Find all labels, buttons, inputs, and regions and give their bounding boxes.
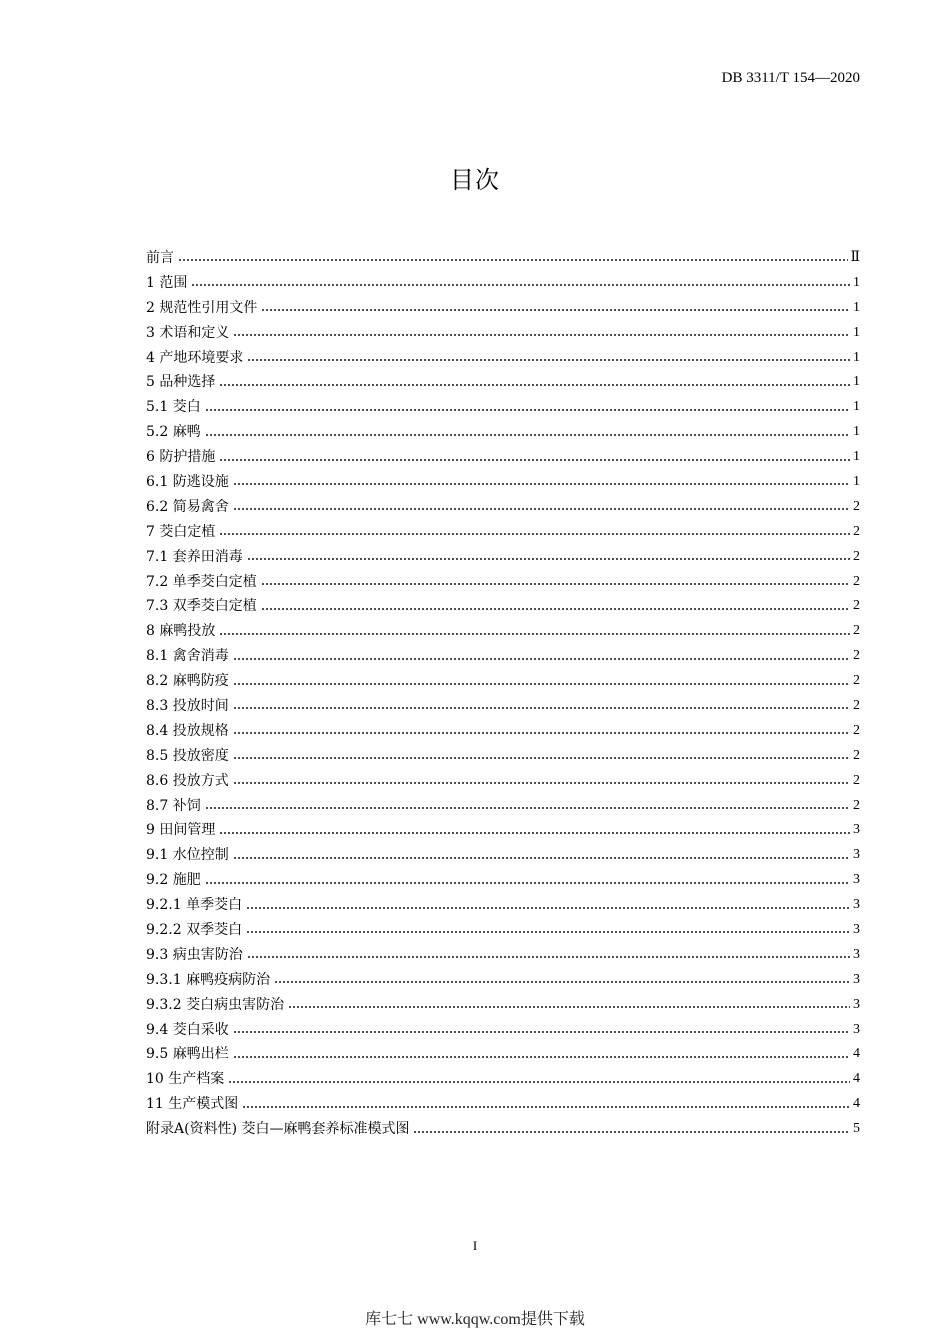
toc-entry-title: 7.1 套养田消毒 — [146, 548, 243, 565]
toc-entry-title: 8.4 投放规格 — [146, 722, 229, 739]
toc-entry-page: 4 — [853, 1096, 860, 1112]
dot-leader — [228, 1080, 850, 1084]
toc-entry-page: 2 — [853, 498, 860, 514]
toc-entry[interactable] — [146, 1018, 860, 1043]
toc-entry[interactable] — [146, 246, 860, 271]
toc-entry-page: 2 — [853, 722, 860, 738]
toc-entry-page: 3 — [853, 1021, 860, 1037]
dot-leader — [219, 383, 850, 387]
toc-entry-title: 7.2 单季茭白定植 — [146, 573, 257, 590]
toc-entry-page: 1 — [853, 424, 860, 440]
toc-entry-page: 3 — [853, 822, 860, 838]
toc-entry-title: 7 茭白定植 — [146, 523, 216, 540]
toc-entry-title: 9.2.1 单季茭白 — [146, 897, 243, 914]
dot-leader — [233, 507, 850, 511]
toc-entry-page: 1 — [853, 274, 860, 290]
toc-entry-page: 2 — [853, 698, 860, 714]
toc-entry[interactable] — [146, 868, 860, 893]
toc-entry-page: 2 — [853, 797, 860, 813]
toc-entry[interactable] — [146, 346, 860, 371]
toc-entry-title: 10 生产档案 — [146, 1071, 225, 1088]
toc-entry-page: 1 — [853, 324, 860, 340]
toc-entry-title: 1 范围 — [146, 274, 188, 291]
toc-entry[interactable] — [146, 395, 860, 420]
toc-entry-title: 6.1 防逃设施 — [146, 474, 229, 490]
toc-entry-title: 8 麻鸭投放 — [146, 623, 216, 640]
toc-entry-page: 3 — [853, 897, 860, 913]
toc-entry-title: 8.2 麻鸭防疫 — [146, 673, 229, 690]
toc-entry[interactable] — [146, 943, 860, 968]
toc-entry-page: 2 — [853, 673, 860, 689]
toc-entry-page: 3 — [853, 946, 860, 962]
toc-entry[interactable] — [146, 570, 860, 595]
toc-entry[interactable] — [146, 370, 860, 395]
dot-leader — [233, 657, 850, 661]
toc-entry[interactable] — [146, 495, 860, 520]
toc-entry[interactable] — [146, 321, 860, 346]
dot-leader — [205, 881, 850, 885]
dot-leader — [261, 308, 850, 312]
toc-entry[interactable] — [146, 445, 860, 470]
toc-entry-title: 8.7 补饲 — [146, 797, 201, 814]
toc-entry-page: 1 — [853, 299, 860, 315]
dot-leader — [178, 258, 848, 262]
toc-entry[interactable] — [146, 1043, 860, 1068]
toc-entry[interactable] — [146, 470, 860, 495]
dot-leader — [261, 607, 850, 611]
toc-entry[interactable] — [146, 769, 860, 794]
dot-leader — [261, 582, 850, 586]
toc-entry-page: 1 — [853, 349, 860, 365]
dot-leader — [219, 831, 850, 835]
toc-entry-title: 5.2 麻鸭 — [146, 424, 201, 441]
dot-leader — [233, 482, 850, 486]
toc-entry[interactable] — [146, 694, 860, 719]
toc-entry[interactable] — [146, 1067, 860, 1092]
toc-entry-page: 5 — [853, 1121, 860, 1137]
dot-leader — [233, 781, 850, 785]
toc-entry[interactable] — [146, 1117, 860, 1142]
toc-entry-title: 4 产地环境要求 — [146, 349, 244, 366]
dot-leader — [233, 1055, 850, 1059]
toc-entry-title: 9.3.2 茭白病虫害防治 — [146, 996, 285, 1013]
document-code: DB 3311/T 154—2020 — [721, 70, 860, 86]
toc-entry[interactable] — [146, 1092, 860, 1117]
toc-entry-page: 4 — [853, 1046, 860, 1062]
dot-leader — [205, 433, 850, 437]
dot-leader — [219, 532, 850, 536]
toc-entry-page: 1 — [853, 399, 860, 415]
toc-entry-title: 6 防护措施 — [146, 449, 216, 466]
toc-entry[interactable] — [146, 719, 860, 744]
toc-entry-title: 3 术语和定义 — [146, 324, 230, 341]
toc-entry-title: 8.6 投放方式 — [146, 772, 229, 789]
toc-entry-title: 11 生产模式图 — [146, 1096, 239, 1113]
toc-entry-page: 2 — [853, 598, 860, 614]
toc-entry-title: 9.1 水位控制 — [146, 847, 229, 864]
toc-entry-title: 8.5 投放密度 — [146, 747, 229, 764]
toc-entry-title: 9.3.1 麻鸭疫病防治 — [146, 971, 271, 988]
toc-entry-title: 8.1 禽舍消毒 — [146, 648, 229, 665]
toc-entry[interactable] — [146, 918, 860, 943]
toc-entry-page: 3 — [853, 872, 860, 888]
toc-entry-page: 3 — [853, 922, 860, 938]
dot-leader — [233, 706, 850, 710]
toc-entry-title: 8.3 投放时间 — [146, 698, 229, 715]
toc-entry-page: 3 — [853, 996, 860, 1012]
toc-entry-title: 7.3 双季茭白定植 — [146, 598, 257, 615]
page-number: I — [472, 1238, 478, 1253]
toc-entry-page: 3 — [853, 847, 860, 863]
toc-entry-page: 2 — [853, 623, 860, 639]
dot-leader — [274, 980, 850, 984]
dot-leader — [247, 557, 850, 561]
toc-entry[interactable] — [146, 545, 860, 570]
toc-entry[interactable] — [146, 619, 860, 644]
dot-leader — [288, 1005, 850, 1009]
toc-entry-page: 2 — [853, 523, 860, 539]
toc-entry-title: 5.1 茭白 — [146, 399, 201, 416]
toc-entry-title: 9 田间管理 — [146, 822, 216, 839]
toc-entry[interactable] — [146, 893, 860, 918]
toc-entry[interactable] — [146, 993, 860, 1018]
toc-entry[interactable] — [146, 669, 860, 694]
toc-entry-title: 6.2 简易禽舍 — [146, 498, 229, 515]
dot-leader — [233, 856, 850, 860]
toc-entry-title: 5 品种选择 — [146, 374, 216, 391]
toc-entry-title: 9.5 麻鸭出栏 — [146, 1046, 229, 1063]
toc-entry-page: 1 — [853, 474, 860, 489]
toc-entry-title: 9.3 病虫害防治 — [146, 946, 243, 963]
toc-entry[interactable] — [146, 818, 860, 843]
toc-entry-page: 2 — [853, 648, 860, 664]
toc-entry-title: 9.4 茭白采收 — [146, 1021, 229, 1038]
download-watermark: 库七七 www.kqqw.com提供下载 — [365, 1311, 585, 1328]
toc-entry[interactable] — [146, 594, 860, 619]
dot-leader — [246, 930, 850, 934]
toc-entry-page: 2 — [853, 747, 860, 763]
dot-leader — [233, 1030, 850, 1034]
toc-entry[interactable] — [146, 843, 860, 868]
page-title: 目次 — [450, 166, 500, 194]
toc-entry[interactable] — [146, 271, 860, 296]
toc-entry-page: 2 — [853, 772, 860, 788]
dot-leader — [242, 1105, 850, 1109]
dot-leader — [246, 906, 850, 910]
dot-leader — [233, 333, 850, 337]
toc-entry-title: 附录A(资料性) 茭白—麻鸭套养标准模式图 — [146, 1121, 410, 1138]
toc-entry-title: 9.2 施肥 — [146, 872, 201, 889]
dot-leader — [219, 458, 850, 462]
toc-entry-title: 前言 — [146, 249, 174, 266]
table-of-contents — [146, 246, 860, 1142]
toc-entry[interactable] — [146, 968, 860, 993]
dot-leader — [205, 806, 850, 810]
dot-leader — [233, 756, 850, 760]
dot-leader — [205, 408, 850, 412]
toc-entry-title: 9.2.2 双季茭白 — [146, 922, 243, 939]
dot-leader — [219, 632, 850, 636]
dot-leader — [191, 283, 850, 287]
toc-entry-title: 2 规范性引用文件 — [146, 299, 258, 316]
toc-entry[interactable] — [146, 644, 860, 669]
toc-entry-page: 2 — [853, 573, 860, 589]
toc-entry-page: Ⅱ — [850, 249, 860, 265]
dot-leader — [233, 682, 850, 686]
toc-entry-page: 3 — [853, 971, 860, 987]
toc-entry[interactable] — [146, 744, 860, 769]
toc-entry-page: 4 — [853, 1071, 860, 1087]
dot-leader — [247, 358, 850, 362]
dot-leader — [247, 955, 850, 959]
dot-leader — [233, 731, 850, 735]
toc-entry-page: 2 — [853, 548, 860, 564]
toc-entry-page: 1 — [853, 449, 860, 465]
toc-entry[interactable] — [146, 420, 860, 445]
toc-entry-page: 1 — [853, 374, 860, 390]
dot-leader — [413, 1130, 850, 1134]
toc-entry[interactable] — [146, 296, 860, 321]
toc-entry[interactable] — [146, 520, 860, 545]
toc-entry[interactable] — [146, 794, 860, 819]
